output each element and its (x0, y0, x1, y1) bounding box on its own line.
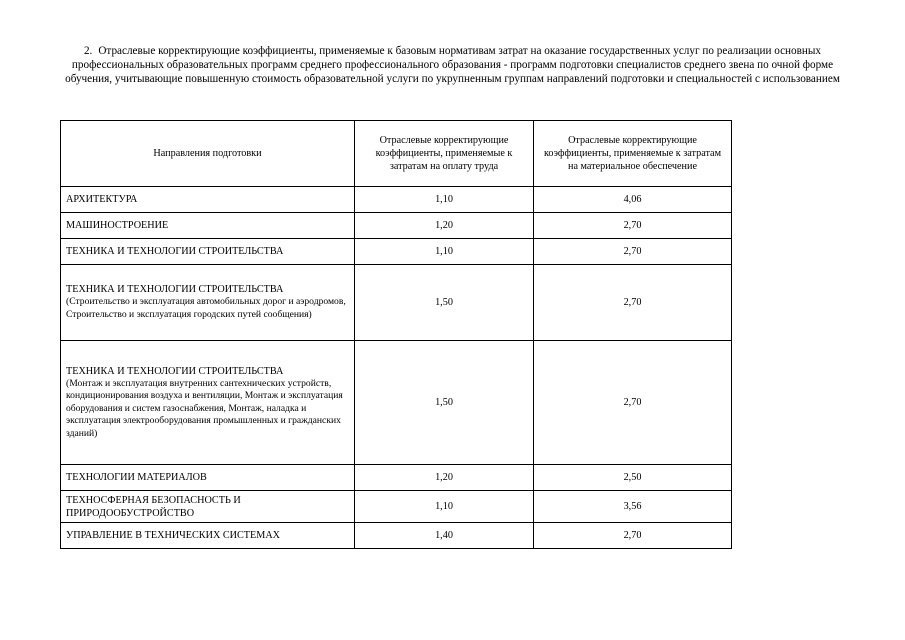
coefficients-table (60, 120, 732, 549)
direction-title: ТЕХНОЛОГИИ МАТЕРИАЛОВ (66, 472, 207, 483)
table-row (61, 239, 732, 265)
table-row (61, 265, 732, 341)
material-coefficient-cell: 4,06 (534, 187, 732, 213)
labor-coefficient-cell: 1,50 (355, 341, 534, 465)
direction-cell (61, 239, 355, 265)
material-coefficient-cell: 2,70 (534, 213, 732, 239)
table-row (61, 213, 732, 239)
material-coefficient-cell: 3,56 (534, 491, 732, 523)
section-heading-text: Отраслевые корректирующие коэффициенты, применяемые к базовым нормативам затрат на оказание государственных услуг по реализации основных профессиональных образовательных программ среднего профессионального образования - программ подготовки специалистов среднего звена по очной форме обучения, учитывающие повышенную стоимость образовательной услуги по укрупненным группам направлений подготовки и специальностей с использованием (65, 45, 840, 85)
labor-coefficient-cell: 1,20 (355, 465, 534, 491)
section-heading (60, 44, 845, 86)
table-row (61, 187, 732, 213)
direction-title: МАШИНОСТРОЕНИЕ (66, 220, 169, 231)
labor-coefficient-cell: 1,50 (355, 265, 534, 341)
table-row (61, 491, 732, 523)
direction-title: ТЕХНИКА И ТЕХНОЛОГИИ СТРОИТЕЛЬСТВА (66, 246, 284, 257)
labor-coefficient-cell: 1,40 (355, 523, 534, 549)
direction-note: (Строительство и эксплуатация автомобильных дорог и аэродромов, Строительство и эксплуатация городских путей сообщения) (66, 296, 346, 320)
table-row (61, 465, 732, 491)
header-directions: Направления подготовки (61, 121, 355, 187)
direction-title: АРХИТЕКТУРА (66, 194, 138, 205)
labor-coefficient-cell: 1,10 (355, 239, 534, 265)
material-coefficient-cell: 2,70 (534, 341, 732, 465)
direction-cell (61, 187, 355, 213)
material-coefficient-cell: 2,70 (534, 239, 732, 265)
header-material-coefficient: Отраслевые корректирующие коэффициенты, применяемые к затратам на материальное обеспечение (534, 121, 732, 187)
material-coefficient-cell: 2,50 (534, 465, 732, 491)
material-coefficient-cell: 2,70 (534, 265, 732, 341)
direction-title: ТЕХНИКА И ТЕХНОЛОГИИ СТРОИТЕЛЬСТВА (66, 365, 284, 377)
table-row (61, 523, 732, 549)
direction-title: ТЕХНИКА И ТЕХНОЛОГИИ СТРОИТЕЛЬСТВА (66, 284, 284, 296)
direction-cell (61, 465, 355, 491)
direction-cell (61, 491, 355, 523)
labor-coefficient-cell: 1,10 (355, 491, 534, 523)
direction-title: ТЕХНОСФЕРНАЯ БЕЗОПАСНОСТЬ И ПРИРОДООБУСТРОЙСТВО (66, 494, 241, 519)
direction-cell (61, 265, 355, 341)
header-labor-coefficient: Отраслевые корректирующие коэффициенты, применяемые к затратам на оплату труда (355, 121, 534, 187)
table-row (61, 341, 732, 465)
material-coefficient-cell: 2,70 (534, 523, 732, 549)
section-number: 2. (83, 45, 93, 57)
direction-note: (Монтаж и эксплуатация внутренних сантехнических устройств, кондиционирования воздуха и вентиляции, Монтаж и эксплуатация оборудования и систем газоснабжения, Монтаж, наладка и эксплуатация электрооборудования промышленных и гражданских зданий) (66, 377, 343, 439)
direction-title: УПРАВЛЕНИЕ В ТЕХНИЧЕСКИХ СИСТЕМАХ (66, 530, 281, 541)
direction-cell (61, 213, 355, 239)
labor-coefficient-cell: 1,20 (355, 213, 534, 239)
direction-cell (61, 523, 355, 549)
direction-cell (61, 341, 355, 465)
table-header-row (61, 121, 732, 187)
labor-coefficient-cell: 1,10 (355, 187, 534, 213)
